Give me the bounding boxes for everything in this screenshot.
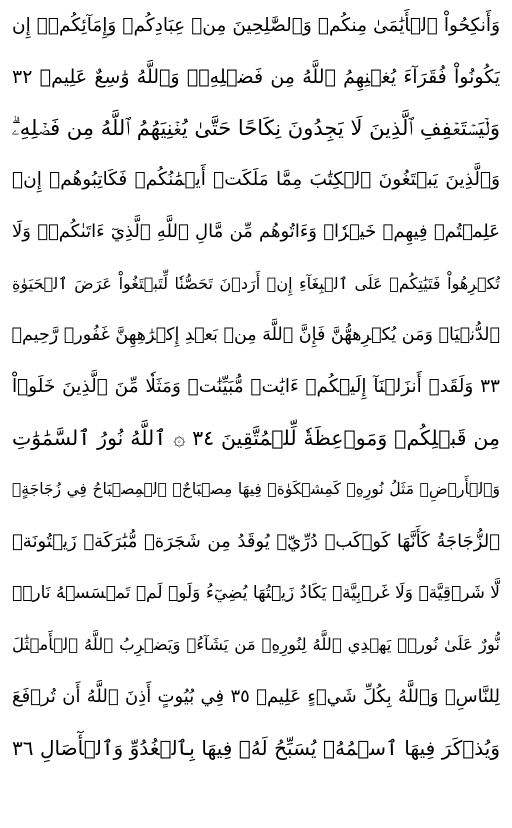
line-text: وَٱلۡأَرۡضِۚ مَثَلُ نُورِهِۦ كَمِشۡكَوٰةٖ فِيهَا مِصۡبَاحٌۖ ٱلۡمِصۡبَاحُ فِي زُجَاجَةٍۖ: [12, 480, 500, 499]
text-line: [12, 464, 500, 516]
text-line: [12, 619, 500, 671]
text-line: [12, 568, 500, 620]
text-line: [12, 413, 500, 465]
line-text: نُّورٌ عَلَىٰ نُورٖۚ يَهۡدِي ٱللَّهُ لِنُورِهِۦ مَن يَشَآءُۚ وَيَضۡرِبُ ٱللَّهُ ٱلۡأَمۡثَٰلَ: [12, 634, 500, 654]
line-text: لَّا شَرۡقِيَّةٖ وَلَا غَرۡبِيَّةٖ يَكَادُ زَيۡتُهَا يُضِيٓءُ وَلَوۡ لَمۡ تَمۡسَسۡهُ نَارٞۚ: [12, 582, 500, 603]
text-line: [12, 0, 500, 52]
text-line: [12, 206, 500, 258]
text-line: [12, 722, 500, 774]
line-text: ٣٣ وَلَقَدۡ أَنزَلۡنَآ إِلَيۡكُمۡ ءَايَٰتٖ مُّبَيِّنَٰتٖ وَمَثَلٗا مِّنَ ٱلَّذِينَ خَلَوۡاْ: [12, 375, 500, 397]
line-text: وَٱلَّذِينَ يَبۡتَغُونَ ٱلۡكِتَٰبَ مِمَّا مَلَكَتۡ أَيۡمَٰنُكُمۡ فَكَاتِبُوهُمۡ إِنۡ: [12, 169, 500, 191]
text-line: [12, 671, 500, 723]
line-text: لِلنَّاسِۗ وَٱللَّهُ بِكُلِّ شَيۡءٍ عَلِيمٞ ٣٥ فِي بُيُوتٍ أَذِنَ ٱللَّهُ أَن تُرۡفَعَ: [12, 685, 500, 707]
line-text: وَأَنكِحُواْ ٱلۡأَيَٰمَىٰ مِنكُمۡ وَٱلصَّٰلِحِينَ مِنۡ عِبَادِكُمۡ وَإِمَآئِكُمۡۚ إِن: [12, 14, 500, 36]
line-text: يَكُونُواْ فُقَرَآءَ يُغۡنِهِمُ ٱللَّهُ مِن فَضۡلِهِۦۗ وَٱللَّهُ وَٰسِعٌ عَلِيمٞ ٣٢: [12, 65, 500, 88]
text-line: [12, 516, 500, 568]
line-text: تُكۡرِهُواْ فَتَيَٰتِكُمۡ عَلَى ٱلۡبِغَآءِ إِنۡ أَرَدۡنَ تَحَصُّنٗا لِّتَبۡتَغُواْ عَرَضَ ٱلۡحَيَوٰةِ: [12, 273, 500, 293]
line-text: ٱلدُّنۡيَاۚ وَمَن يُكۡرِههُّنَّ فَإِنَّ ٱللَّهَ مِنۢ بَعۡدِ إِكۡرَٰهِهِنَّ غَفُورٞ رَّحِيمٞ: [12, 324, 500, 345]
line-text: مِن قَبۡلِكُمۡ وَمَوۡعِظَةٗ لِّلۡمُتَّقِينَ ٣٤ ۞ ٱللَّهُ نُورُ ٱلسَّمَٰوَٰتِ: [12, 426, 500, 451]
line-text: عَلِمۡتُمۡ فِيهِمۡ خَيۡرٗاۖ وَءَاتُوهُم مِّن مَّالِ ٱللَّهِ ٱلَّذِيٓ ءَاتَىٰكُمۡۚ وَلَا: [12, 221, 500, 243]
line-text: وَلۡيَسۡتَعۡفِفِ ٱلَّذِينَ لَا يَجِدُونَ نِكَاحًا حَتَّىٰ يُغۡنِيَهُمُ ٱللَّهُ مِن فَضۡلِهِۦۗ: [12, 116, 500, 141]
text-line: [12, 103, 500, 155]
text-line: [12, 361, 500, 413]
text-line: [12, 258, 500, 310]
line-text: ٱلزُّجَاجَةُ كَأَنَّهَا كَوۡكَبٞ دُرِّيّٞ يُوقَدُ مِن شَجَرَةٖ مُّبَٰرَكَةٖ زَيۡتُونَةٖ: [12, 530, 500, 552]
text-line: [12, 52, 500, 104]
text-line: [12, 310, 500, 362]
line-text: وَيُذۡكَرَ فِيهَا ٱسۡمُهُۥ يُسَبِّحُ لَهُۥ فِيهَا بِٱلۡغُدُوِّ وَٱلۡأٓصَالِ ٣٦: [12, 736, 500, 761]
text-line: [12, 155, 500, 207]
